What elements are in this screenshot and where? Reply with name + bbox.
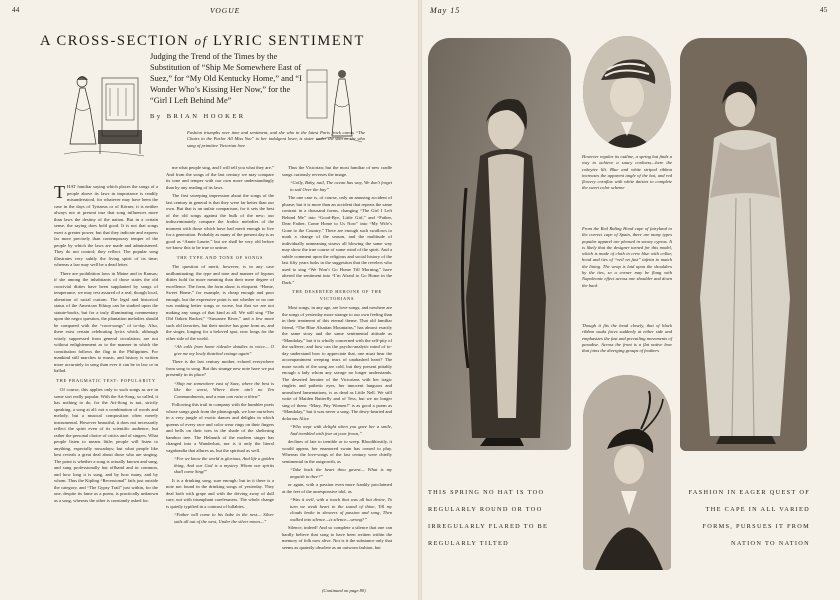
- article-title: [40, 33, 400, 50]
- article-deck: Judging the Trend of the Times by the Substitution of “Ship Me Somewhere East of Suez,” for “My Old Kentucky Home,” and “I Wonder Who’s Kissing Her Now,” for the “Girl I Left Behind Me”: [150, 52, 302, 105]
- title-post: LYRIC SENTIMENT: [213, 33, 365, 49]
- col2-paragraph-4: There is the last century mother, echoed everywhere from song to song. But this strange new note have we put presently in its place?: [166, 359, 274, 377]
- page-gutter: [418, 0, 422, 600]
- col1-paragraph-1: HAT familiar saying which places the songs of a people above its laws in importance is readily misunderstood, for whatever may have been the case in the days of Tyrtaeus or of Körner, it is neither always nor at present true that song influences more than laws the destiny of the nation. But in a certain sense, the saying does hold good. It is not that songs exert a greater power, but that they indicate and express far more precisely than contemporary temper of the people by which the laws are made and administered. They do not control; they reflect. The popular song illustrates very subtly the living spirit of its time; whereas a law may well be a dead letter.: [54, 184, 158, 267]
- continued-note: (Continued on page 80): [322, 588, 366, 593]
- col3-verse-4: “Was it well, with a touch that was all but divine, To turn we weak heart to the sound of thine, Till my clouds broke in showers of passion and song, Then walked into silence—is silence—wrong?”: [290, 497, 392, 522]
- col2-subhead: THE TYPE AND TONE OF SONGS: [176, 254, 264, 260]
- caption-striped-hat: However regular its outline, a spring hat finds a way to achieve a saucy coolness—here the cokeytee lilt. Blue and white striped ribbon increases the apparent angle of the hat, and red flowery cornflax with white daisies to complete the sweet color scheme: [582, 154, 672, 191]
- col3-verse-1: “Golly, Baby, nail, The ocean has way, We don’t forget to sail Over the bay”: [290, 180, 392, 192]
- col3-paragraph-5: or again, with a passion even more frankly proclaimed at the feet of the unresponsive idol, as: [282, 482, 392, 494]
- column-2: [166, 165, 274, 596]
- photo-hooded-cape: [680, 38, 807, 451]
- col3-paragraph-2: The one case is, of course, only an amusing accident of phrase; but it is more than an accident that repeats the same contrast in a thousand forms, changing “The Girl I Left Behind Me” into “Good-Bye, Little Girl,” and “Father, Dear Father, Come Home to Us Now” into “My Wife’s Gone to the Country.” There are enough such swallows to mark a change of the season, and the multitude of individually unmeaning straws all blowing the same way may show the true course of some wind of the spirit. And a subtle comment upon the religious and social history of the last fifty years lurks in the suggestion that the revelers who used to sing “We Won’t Go Home Till Morning,” have altered the sentiment into “I’m Afraid to Go Home in the Dark.”: [282, 195, 392, 285]
- col1-paragraph-2: There are prohibition laws in Maine and in Kansas; if she among the inhabitants of those states the old convivial ditties have been supplanted by songs of temperance, we may rest assured of a real, though local, alteration of racial custom. The legal and historical status of the American Ethiop can be studied upon the statute-books, but for a truly illuminating commentary upon the negro question, the plantation melodies should be compared with the “coon-songs” of to-day. Also, there exist certain celebrating lyrics which, although wisely suppressed from general circulation, are not without enlightenment as to the manner in which the constitution follows the flag in the Philippines. For mankind still marches to music, and history is written more accurately in song than ever it can be in law or in ballad.: [54, 270, 158, 373]
- column-3: [282, 165, 392, 587]
- drop-cap: T: [54, 184, 65, 202]
- photo-striped-hat: [583, 36, 671, 148]
- col3-paragraph-3: Most songs, in any age, are love-songs, and nowhere are the songs of yesterday more strange to our own feeling than in their treatment of this eternal theme. That old familiar friend, “The Blue Alsatian Mountains,” has almost exactly the same story and the same sentimental attitude as “Mandalay,” but it is wholly concerned with the self-pity of the sufferer; and how can the psycho-analytic mind of to-day understand how to appreciate that, one must hear the accompaniment weeping tears of unabashed heart? The more words of the song are cold, but they present pitiably enough a lady whom any savage no longer understands. The deserted heroine of the Victorians with her tragic ringlets and pathetic eyes, her innocent languors and unrealized lamentations, is as dead as Little Nell. We still write of Maiden Butterfly and of Tess, but we no longer sing of them: “Mary, Pity Women!” is as good a poem as “Mandalay,” but it was never a song. The dewy-hearted and dolorous Alice: [282, 305, 392, 421]
- right-folio: 45: [820, 6, 828, 14]
- col2-verse-4: “Father will come to his babe in the nest— Silver sails all out of the west, Under the silver moon—”: [174, 512, 274, 524]
- col3-paragraph-6: Silence, indeed! And so complete a silence that one can hardly believe that song to have been written within the memory of folk now alive. Nor is it the substance only that seems as quaintly obsolete as an outworn fashion, but: [282, 525, 392, 550]
- col3-subhead: THE DESERTED HEROINE OF THE VICTORIANS: [291, 289, 383, 301]
- col2-paragraph-6: It is a drinking song, sure enough; but in it there is a note not found in the drinking songs of yesterday. They deal both with grape and with the driving away of dull care, not with triumphant carelessness. The whole change is quietly typified in a contrast of lullabies.: [166, 477, 274, 509]
- col3-paragraph-1: Thus the Victorian; but the most familiar of new cradle songs curiously reverses the image.: [282, 165, 392, 177]
- col2-verse-3: “For we know the world is glorious, And life a golden thing, And our God is a mystery Whom our spirits shall come Sing!”: [174, 456, 274, 474]
- col2-paragraph-1: me what people sing, and I will tell you what they are.” And from the songs of the last century we may compare its tone and temper with our own more understandingly than by any reading of its laws.: [166, 165, 274, 190]
- cape-section-caption: FASHION IN EAGER QUEST OF THE CAPE IN ALL VARIED FORMS, PURSUES IT FROM NATION TO NATION: [688, 489, 810, 547]
- right-running-head: May 15: [430, 6, 461, 15]
- left-running-head: VOGUE: [210, 6, 241, 15]
- col3-verse-2: “Who wept with delight when you gave her a smile, And trembled with fear at your frown,”: [290, 424, 392, 436]
- col2-verse-2: “Ship me somewhere east of Suez, where the best is like the worst, Where there ain’t no Ten Commandments, and a man can raise a thirst”: [174, 380, 274, 399]
- sketch-caption: Fashion triumphs over time and sentiment, and she who in the latest Paris frock carols “The Chairs in the Parlor All Miss You” to her indulgent lover, is sister under the skin to she who sang of primitive Victorian love: [187, 130, 365, 148]
- left-folio: 44: [12, 6, 20, 14]
- victorian-couple-sketch: [62, 58, 146, 162]
- col2-paragraph-3: The question of merit, however, is in any case unilluminating; the type and tone and manner of hypnos ditties hold far more meaning than their mere degree of excellence. The form, the form alone, is eloquent. “Home, Sweet Home,” for example, is cheap enough and poor enough, but the expressive point is not whether or no one was making better songs or worse, but that we are not making any songs of that kind at all. We still sing “The Old Oaken Bucket,” “Suwanee River,” and a few more such old favorites, but their motive has gone from us, and the singer, longing for a beloved spot, now longs for the other side of the world.: [166, 264, 274, 341]
- article-byline: By BRIAN HOOKER: [150, 113, 246, 120]
- col3-verse-3: “Take back the heart thou gavest— What is my anguish to thee?”: [290, 467, 392, 479]
- caption-feathered-hat: Though it fits the head closely, that of black ribbon soaks faces suddenly at either side and emphasizes the fast and prevailing movements of paradise. Across the front is a flat native bow that joins the diverging groups of feathers: [582, 323, 672, 354]
- col3-paragraph-4: declines of late to tremble or to weep. Bloodthirstily, it would appear, her enamored swain has ceased to play. Whereas the love-songs of the last century were chiefly sentimental in the outgrowth, as: [282, 439, 392, 464]
- col2-paragraph-2: The first sweeping impression about the songs of the last century in general is that they were far better than our own. But that is an unfair comparison, for it sets the best of the old songs against the bulk of the new; our indiscriminately compare the frothic melodies of the moment with those which have had merit enough to live for a generation. Probably as many of the present day is as good as “Annie Laurie,” but we shall be very old before we know this to be true or untrue.: [166, 193, 274, 250]
- hat-section-caption: THIS SPRING NO HAT IS TOO REGULARLY ROUND OR TOO IRREGULARLY FLARED TO BE REGULARLY TILTED: [428, 489, 549, 547]
- photo-draped-coat: [428, 38, 571, 450]
- col1-paragraph-3: Of course, this applies only to such songs as are in some sort really popular. With the Art-Song, so called, it has nothing to do, for the Art-Song is not, strictly speaking, a song at all: not a combination of words and melody, but a musical composition often merely instrumental. However beautiful, it does not necessarily reflect the spirit even of its scientific audience, but rather the personal choice of critics and of singers. What people listen to means little; people will listen to anything, especially nowadays; but what people like best reveals a great deal about those who are singing. The point is whether a song is actually known and sung, and sung professionally but offhand and in common, and how long it is sung, and by how many, and by whom. Thus the Kipling “Recessional” fails just outside the category, and “The Gypsy Trail” just within, for the one, despite its fame as a poem, is practically unknown as a song, whereas the other is constantly asked for.: [54, 387, 158, 503]
- col2-verse-1: “Ah calls from home ridealer dandies to voice— O give me my lowly thatched cottage again”: [174, 344, 274, 356]
- col1-subhead: THE PRAGMATIC TEST: POPULARITY: [56, 377, 156, 383]
- title-of: of: [194, 33, 208, 48]
- title-pre: A CROSS-SECTION: [40, 33, 190, 49]
- photo-feathered-hat: [583, 375, 671, 570]
- col2-paragraph-5: Following this trail in company with the humbler poets whose songs gush from the phonograph, we lose ourselves in a very jungle of exotic dances and delights in which queens of every race and color wear rings on their fingers and bells on their toes in the shade of the sheltering bamboo tree. The Helmuth of the modern singer has changed into a Wanderlust, nor is it only the literal vagabondía that allures us, but the spiritual as well.: [166, 402, 274, 453]
- caption-hooded-cape: From the Red Riding Hood cape of fairyland to the correct cape of Spain, there are many types popular apparel are pleased in snowy cyprus. It is likely that the designer turned for this model, which is made of cloth in crew blue with collar, hood and ties of “veil on fast” tafetta to match the lining. The wrap is laid upon the shoulders by the ties, so a corner may be flung with Napoleonic effect across one shoulder and down the back: [582, 226, 672, 288]
- column-1: [54, 184, 158, 596]
